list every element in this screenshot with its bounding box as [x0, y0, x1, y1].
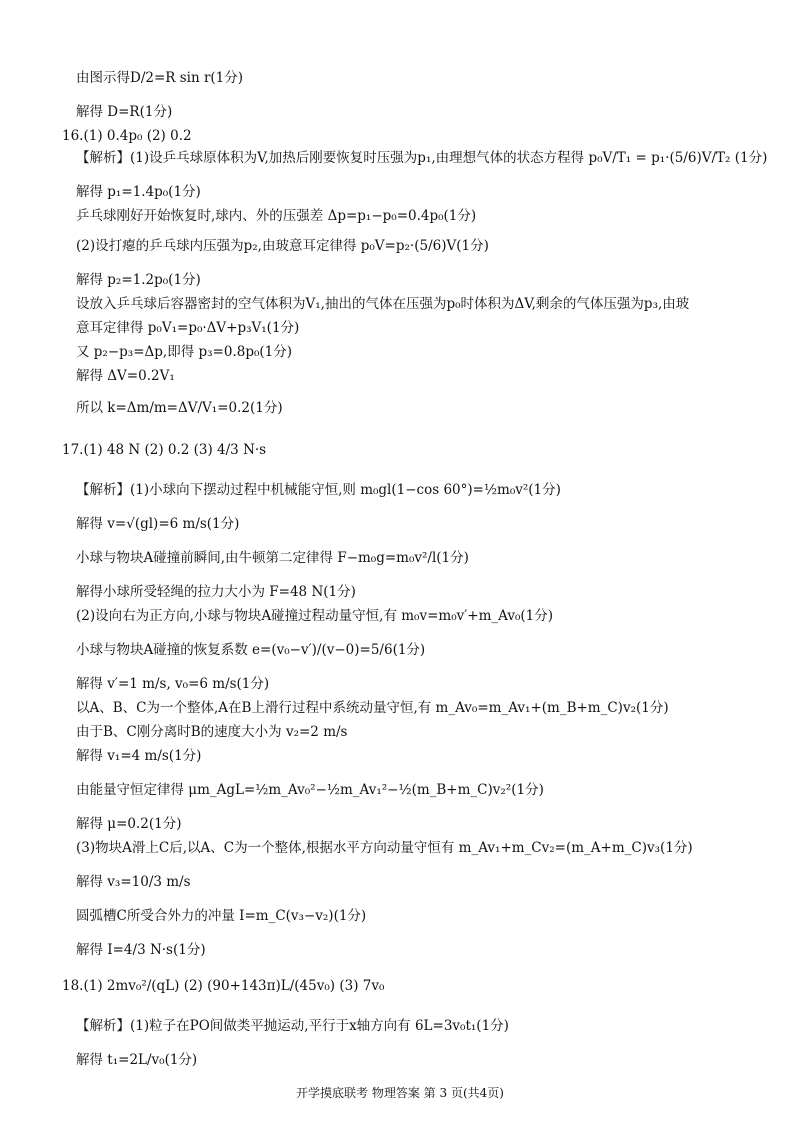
line-14: 17.(1) 48 N (2) 0.2 (3) 4/3 N·s: [62, 442, 267, 458]
line-6: 乒乓球刚好开始恢复时,球内、外的压强差 Δp=p₁−p₀=0.4p₀(1分): [76, 208, 477, 224]
line-11: 又 p₂−p₃=Δp,即得 p₃=0.8p₀(1分): [76, 344, 293, 360]
line-26: 解得 μ=0.2(1分): [76, 816, 182, 832]
line-19: (2)设向右为正方向,小球与物块A碰撞过程动量守恒,有 m₀v=m₀v′+m_Av₀(1分): [76, 608, 554, 624]
line-21: 解得 v′=1 m/s, v₀=6 m/s(1分): [76, 676, 270, 692]
line-27: (3)物块A滑上C后,以A、C为一个整体,根据水平方向动量守恒有 m_Av₁+m_Cv₂=(m_A+m_C)v₃(1分): [76, 840, 693, 856]
line-28: 解得 v₃=10/3 m/s: [76, 874, 191, 890]
line-16: 解得 v=√(gl)=6 m/s(1分): [76, 516, 240, 532]
line-4: 【解析】(1)设乒乓球原体积为V,加热后刚要恢复时压强为p₁,由理想气体的状态方程得 p₀V/T₁ = p₁·(5/6)V/T₂ (1分): [76, 150, 768, 166]
line-33: 解得 t₁=2L/v₀(1分): [76, 1052, 198, 1068]
page-footer: 开学摸底联考 物理答案 第 3 页(共4页): [296, 1086, 504, 1100]
line-23: 由于B、C刚分离时B的速度大小为 v₂=2 m/s: [76, 724, 348, 740]
line-13: 所以 k=Δm/m=ΔV/V₁=0.2(1分): [76, 400, 283, 416]
line-10: 意耳定律得 p₀V₁=p₀·ΔV+p₃V₁(1分): [76, 320, 300, 336]
line-32: 【解析】(1)粒子在PO间做类平抛运动,平行于x轴方向有 6L=3v₀t₁(1分): [76, 1018, 509, 1034]
line-12: 解得 ΔV=0.2V₁: [76, 368, 175, 384]
line-25: 由能量守恒定律得 μm_AgL=½m_Av₀²−½m_Av₁²−½(m_B+m_C)v₂²(1分): [76, 782, 544, 798]
line-30: 解得 I=4/3 N·s(1分): [76, 942, 206, 958]
line-1: 由图示得D/2=R sin r(1分): [76, 70, 244, 86]
line-9: 设放入乒乓球后容器密封的空气体积为V₁,抽出的气体在压强为p₀时体积为ΔV,剩余的气体压强为p₃,由玻: [76, 296, 690, 312]
line-8: 解得 p₂=1.2p₀(1分): [76, 272, 201, 288]
line-24: 解得 v₁=4 m/s(1分): [76, 748, 202, 764]
line-7: (2)设打瘪的乒乓球内压强为p₂,由玻意耳定律得 p₀V=p₂·(5/6)V(1分): [76, 238, 489, 254]
line-31: 18.(1) 2mv₀²/(qL) (2) (90+143π)L/(45v₀) (3) 7v₀: [62, 978, 385, 994]
line-22: 以A、B、C为一个整体,A在B上滑行过程中系统动量守恒,有 m_Av₀=m_Av₁+(m_B+m_C)v₂(1分): [76, 700, 669, 716]
line-18: 解得小球所受轻绳的拉力大小为 F=48 N(1分): [76, 584, 356, 600]
line-17: 小球与物块A碰撞前瞬间,由牛顿第二定律得 F−m₀g=m₀v²/l(1分): [76, 550, 469, 566]
line-15: 【解析】(1)小球向下摆动过程中机械能守恒,则 m₀gl(1−cos 60°)=½m₀v²(1分): [76, 482, 561, 498]
line-3: 16.(1) 0.4p₀ (2) 0.2: [62, 128, 192, 144]
line-2: 解得 D=R(1分): [76, 104, 173, 120]
line-29: 圆弧槽C所受合外力的冲量 I=m_C(v₃−v₂)(1分): [76, 908, 367, 924]
line-5: 解得 p₁=1.4p₀(1分): [76, 184, 201, 200]
line-20: 小球与物块A碰撞的恢复系数 e=(v₀−v′)/(v−0)=5/6(1分): [76, 642, 426, 658]
